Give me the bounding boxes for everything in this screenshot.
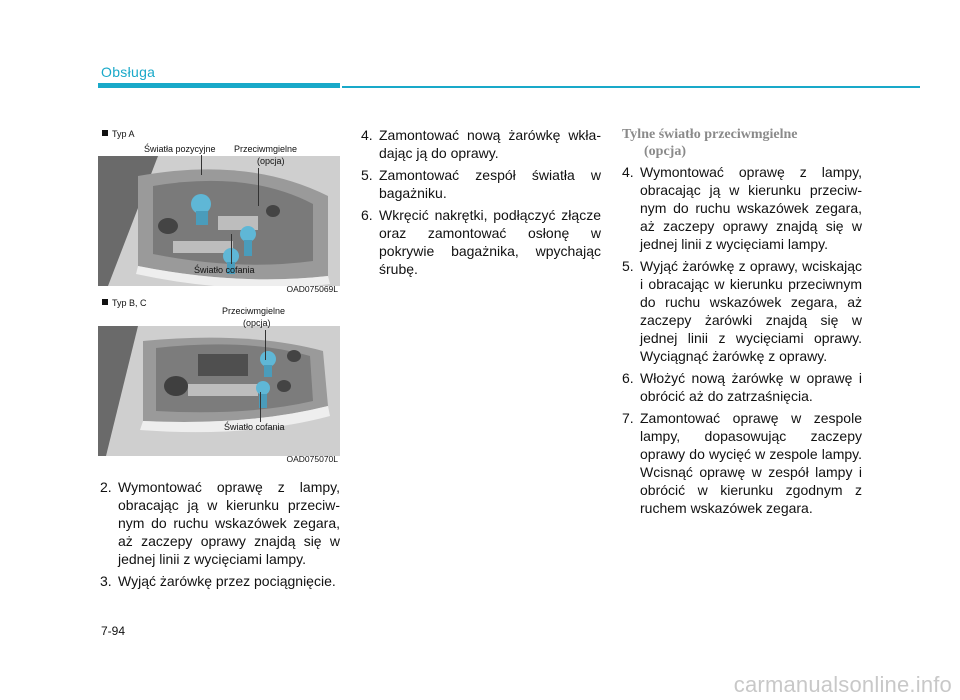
callout-opcja: (opcja) — [243, 318, 271, 328]
figure-type-label: Typ B, C — [102, 298, 147, 308]
callout-pozycyjne: Światła pozycyjne — [144, 144, 216, 154]
figure-code: OAD075069L — [286, 284, 338, 294]
list-item: 5. Zamontować zespół światła w bagażniku. — [361, 167, 601, 201]
tail-lamp-illustration — [98, 326, 340, 456]
column-3-section — [622, 126, 862, 521]
figure-code: OAD075070L — [286, 454, 338, 464]
callout-cofania: Światło cofania — [224, 422, 285, 432]
callout-cofania: Światło cofania — [194, 265, 255, 275]
square-bullet-icon — [102, 130, 108, 136]
figure-typ-a — [98, 126, 340, 296]
leader-line — [201, 155, 202, 175]
page-number: 7-94 — [101, 624, 126, 638]
column-1-steps — [100, 478, 340, 594]
square-bullet-icon — [102, 299, 108, 305]
list-item: 5. Wyjąć żarówkę z oprawy, wciskając i obracając w kierunku przeciwnym do ruchu wskazówek zegara, aż zaczepy żarówki znajdą się w jednej linii z wycięciami oprawy. Wyciągnąć żarówkę z oprawy. — [622, 258, 862, 364]
list-item: 6. Wkręcić nakrętki, podłączyć złącze oraz zamontować osłonę w pokrywie bagażnika, wpychając śrubę. — [361, 207, 601, 277]
leader-line — [260, 392, 261, 422]
figure-type-label: Typ A — [102, 129, 135, 139]
callout-przeciwmgielne: Przeciwmgielne — [222, 306, 286, 316]
lamp-photo — [98, 326, 340, 456]
list-item: 7. Zamontować oprawę w zespole lampy, dopasowując zaczepy oprawy do wycięć w zespole lampy. Wcisnąć oprawę w zespół lampy i obrócić w kierunku zgodnym z ruchem wskazówek zegara. — [622, 410, 862, 516]
leader-line — [258, 168, 259, 206]
section-heading: Tylne światło przeciwmgielne (opcja) — [622, 127, 798, 159]
callout-opcja: (opcja) — [257, 156, 285, 166]
callout-przeciwmgielne: Przeciwmgielne — [234, 144, 298, 154]
leader-line — [265, 330, 266, 360]
column-2-steps — [361, 126, 601, 282]
list-item: 4. Zamontować nową żarówkę wkładając ją do oprawy. — [361, 127, 601, 161]
watermark: carmanualsonline.info — [733, 672, 952, 697]
section-title: Obsługa — [101, 64, 156, 80]
list-item: 3. Wyjąć żarówkę przez pociągnięcie. — [100, 573, 336, 589]
list-item: 4. Wymontować oprawę z lampy, obracając ją w kierunku przeciwnym do ruchu wskazówek zegara, aż zaczepy oprawy znajdą się w jednej linii z wycięciami lampy. — [622, 164, 862, 252]
list-item: 2. Wymontować oprawę z lampy, obracając ją w kierunku przeciwnym do ruchu wskazówek zegara, aż zaczepy oprawy znajdą się w jednej linii z wycięciami lampy. — [100, 479, 340, 567]
figure-typ-bc — [98, 296, 340, 466]
header-rule-thick — [98, 83, 340, 88]
header-rule-thin — [342, 86, 920, 88]
list-item: 6. Włożyć nową żarówkę w oprawę i obrócić aż do zatrzaśnięcia. — [622, 370, 862, 404]
leader-line — [231, 234, 232, 264]
